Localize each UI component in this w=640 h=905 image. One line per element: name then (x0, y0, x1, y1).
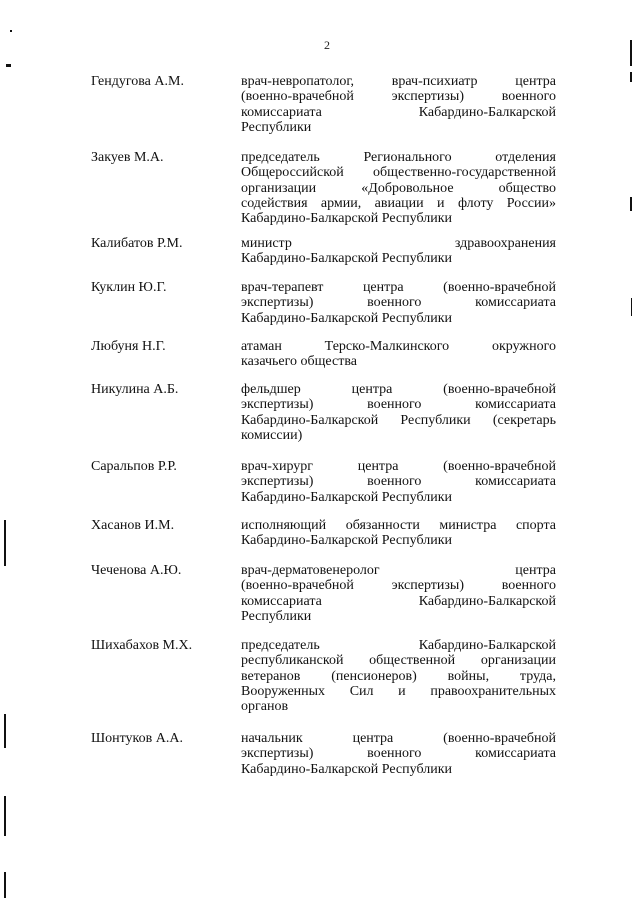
member-position (241, 459, 556, 505)
member-position (241, 74, 556, 135)
position-line: исполняющий обязанности министра спорта (241, 518, 556, 533)
position-line: содействия армии, авиации и флоту России» (241, 195, 556, 211)
position-line: (военно-врачебной экспертизы) военного (241, 578, 556, 594)
position-line: врач-дерматовенеролог центра (241, 563, 556, 578)
member-position (241, 150, 556, 226)
position-line: (военно-врачебной экспертизы) военного (241, 89, 556, 105)
position-line: атаман Терско-Малкинского окружного (241, 339, 556, 354)
scan-mark (631, 298, 632, 316)
member-position (241, 280, 556, 326)
position-line: Кабардино-Балкарской Республики (241, 310, 452, 326)
member-position (241, 339, 556, 370)
member-position (241, 638, 556, 714)
position-line: врач-невропатолог, врач-психиатр центра (241, 74, 556, 89)
member-name: Калибатов Р.М. (91, 236, 183, 251)
member-name: Любуня Н.Г. (91, 339, 166, 354)
member-position (241, 236, 556, 267)
member-name: Шонтуков А.А. (91, 731, 183, 746)
position-line: экспертизы) военного комиссариата (241, 295, 556, 311)
member-position (241, 731, 556, 777)
scan-mark (10, 30, 12, 32)
position-line: врач-терапевт центра (военно-врачебной (241, 280, 556, 295)
position-line: председатель Регионального отделения (241, 150, 556, 165)
position-line: Вооруженных Сил и правоохранительных (241, 683, 556, 699)
member-name: Саральпов Р.Р. (91, 459, 177, 474)
position-line: Кабардино-Балкарской Республики (241, 251, 452, 267)
position-line: Кабардино-Балкарской Республики (241, 211, 452, 227)
scan-mark (630, 72, 632, 82)
position-line: организации «Добровольное общество (241, 180, 556, 196)
position-line: республиканской общественной организации (241, 653, 556, 669)
member-name: Шихабахов М.Х. (91, 638, 193, 653)
position-line: министр здравоохранения (241, 236, 556, 251)
member-name: Гендугова А.М. (91, 74, 184, 89)
position-line: Кабардино-Балкарской Республики (241, 489, 452, 505)
member-position (241, 518, 556, 549)
position-line: экспертизы) военного комиссариата (241, 746, 556, 762)
scan-mark (630, 197, 632, 211)
scan-mark (4, 872, 6, 898)
position-line: председатель Кабардино-Балкарской (241, 638, 556, 653)
position-line: ветеранов (пенсионеров) войны, труда, (241, 668, 556, 684)
scan-mark (4, 714, 6, 748)
member-name: Никулина А.Б. (91, 382, 179, 397)
page-number: 2 (324, 38, 330, 52)
position-line: комиссариата Кабардино-Балкарской (241, 593, 556, 609)
position-line: Кабардино-Балкарской Республики (241, 761, 452, 777)
member-name: Закуев М.А. (91, 150, 164, 165)
position-line: Республики (241, 608, 312, 624)
member-position (241, 382, 556, 443)
position-line: Кабардино-Балкарской Республики (241, 533, 452, 549)
scan-mark (630, 40, 632, 66)
scan-mark (4, 796, 6, 836)
member-position (241, 563, 556, 624)
position-line: Общероссийской общественно-государственной (241, 165, 556, 181)
scan-mark (6, 64, 11, 67)
scan-mark (4, 520, 6, 566)
position-line: казачьего общества (241, 354, 357, 370)
position-line: фельдшер центра (военно-врачебной (241, 382, 556, 397)
position-line: Кабардино-Балкарской Республики (секретарь (241, 412, 556, 428)
position-line: комиссариата Кабардино-Балкарской (241, 104, 556, 120)
position-line: врач-хирург центра (военно-врачебной (241, 459, 556, 474)
position-line: начальник центра (военно-врачебной (241, 731, 556, 746)
member-name: Хасанов И.М. (91, 518, 175, 533)
member-name: Чеченова А.Ю. (91, 563, 182, 578)
position-line: комиссии) (241, 427, 303, 443)
position-line: Республики (241, 119, 312, 135)
position-line: экспертизы) военного комиссариата (241, 397, 556, 413)
position-line: экспертизы) военного комиссариата (241, 474, 556, 490)
member-name: Куклин Ю.Г. (91, 280, 167, 295)
position-line: органов (241, 699, 289, 715)
